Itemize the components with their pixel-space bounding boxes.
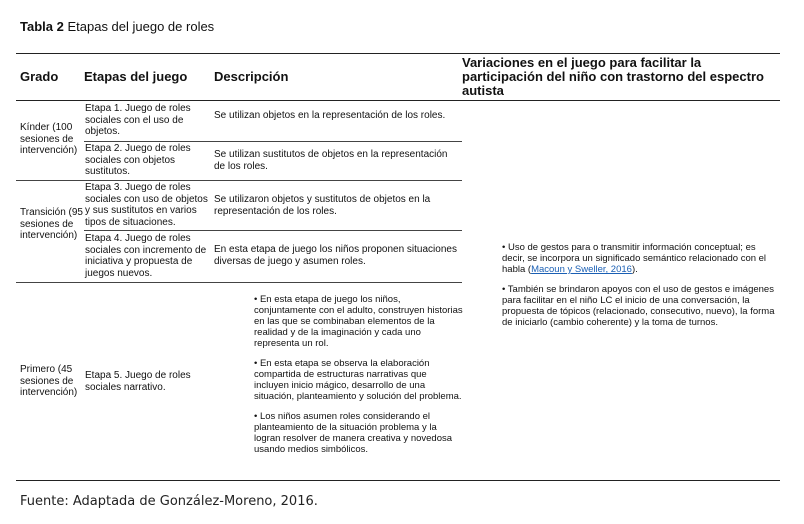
header-descripcion: Descripción <box>214 69 289 84</box>
etapa-5: Etapa 5. Juego de roles sociales narrativo. <box>85 370 191 393</box>
source-note: Fuente: Adaptada de González-Moreno, 2016. <box>20 494 318 509</box>
grado-kinder: Kínder (100 sesiones de intervención) <box>20 122 78 156</box>
descripcion-bullet: • Los niños asumen roles considerando el planteamiento de la situación problema y la logran resolver de manera creativa y novedosa usando medios simbólicos. <box>254 411 453 455</box>
bottom-rule <box>16 480 780 481</box>
row-divider <box>84 230 462 231</box>
descripcion-bullet: • En esta etapa de juego los niños, conjuntamente con el adulto, construyen historias en las que se combinaban elementos de la realidad y de la imaginación y cada uno representa un rol. <box>254 294 463 349</box>
citation-link[interactable]: Macoun y Sweller, 2016 <box>531 264 632 275</box>
header-variaciones: Variaciones en el juego para facilitar la participación del niño con trastorno del espectro autista <box>462 55 764 98</box>
top-rule <box>16 53 780 54</box>
etapa-4: Etapa 4. Juego de roles sociales con incremento de iniciativa y propuesta de juegos nuevos. <box>85 233 207 279</box>
descripcion-etapa-2: Se utilizan sustitutos de objetos en la representación de los roles. <box>214 149 448 172</box>
header-rule <box>16 100 780 101</box>
variaciones-list <box>502 242 777 337</box>
header-grado: Grado <box>20 69 59 84</box>
grado-transicion: Transición (95 sesiones de intervención) <box>20 207 83 241</box>
row-divider <box>84 141 462 142</box>
row-divider <box>16 180 462 181</box>
variacion-bullet: • También se brindaron apoyos con el uso de gestos e imágenes para facilitar en el niño LC el inicio de una conversación, la propuesta de tópicos (relacionado, consecutivo, nuevo), la forma de iniciarlo (cambio coherente) y la toma de turnos. <box>502 284 775 328</box>
descripcion-etapa-5 <box>254 294 464 464</box>
descripcion-etapa-1: Se utilizan objetos en la representación de los roles. <box>214 110 446 121</box>
variacion-text: • Uso de gestos para o transmitir información conceptual; es decir, se incorpora un significado semántico relacionado con el habla ( <box>502 242 767 275</box>
etapa-2: Etapa 2. Juego de roles sociales con objetos sustitutos. <box>85 143 191 177</box>
header-etapas: Etapas del juego <box>84 69 188 84</box>
descripcion-etapa-4: En esta etapa de juego los niños proponen situaciones diversas de juego y asumen roles. <box>214 244 457 267</box>
etapa-3: Etapa 3. Juego de roles sociales con uso de objetos y sus sustitutos en varios tipos de situaciones. <box>85 182 208 228</box>
table-title <box>20 19 214 34</box>
descripcion-bullet: • En esta etapa se observa la elaboración compartida de estructuras narrativas que incluyen inicio mágico, desarrollo de una situación, planteamiento y solución del problema. <box>254 358 462 402</box>
variacion-bullet <box>502 242 777 275</box>
variacion-text-end: ). <box>631 264 638 275</box>
row-divider <box>16 282 462 283</box>
table-number: Tabla 2 <box>20 19 64 34</box>
table-caption: Etapas del juego de roles <box>67 19 215 34</box>
descripcion-etapa-3: Se utilizaron objetos y sustitutos de objetos en la representación de los roles. <box>214 194 431 217</box>
grado-primero: Primero (45 sesiones de intervención) <box>20 364 78 398</box>
etapa-1: Etapa 1. Juego de roles sociales con el uso de objetos. <box>85 103 191 137</box>
